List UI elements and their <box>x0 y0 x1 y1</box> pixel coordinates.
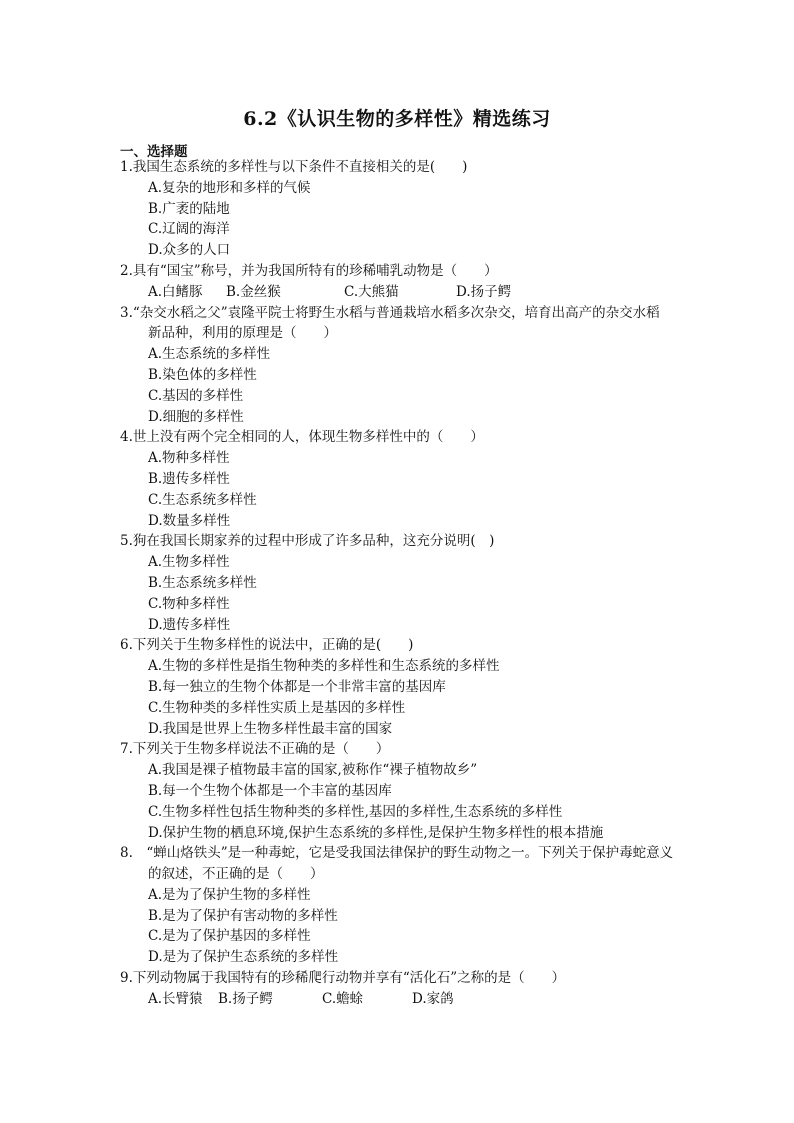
question-8 <box>120 843 710 968</box>
question-stem: 8. “蝉山烙铁头”是一种毒蛇，它是受我国法律保护的野生动物之一。下列关于保护毒蛇意义 <box>120 845 674 862</box>
question-list <box>120 157 710 1010</box>
option-row <box>120 282 710 303</box>
option-c: C.生物种类的多样性实质上是基因的多样性 <box>148 699 406 716</box>
question-7 <box>120 739 710 843</box>
option-b: B.扬子鳄 <box>218 990 273 1007</box>
option-d: D.我国是世界上生物多样性最丰富的国家 <box>148 720 393 737</box>
option-c: C.辽阔的海洋 <box>148 221 230 238</box>
option-c: C.大熊猫 <box>344 283 399 300</box>
question-stem: 2.具有“国宝”称号，并为我国所特有的珍稀哺乳动物是（ ） <box>120 262 498 279</box>
option-d: D.遗传多样性 <box>148 616 231 633</box>
question-stem: 5.狗在我国长期家养的过程中形成了许多品种，这充分说明( ) <box>120 533 495 550</box>
section-heading: 一、选择题 <box>120 144 188 160</box>
option-a: A.生物的多样性是指生物种类的多样性和生态系统的多样性 <box>148 658 500 675</box>
option-c: C.是为了保护基因的多样性 <box>148 928 311 945</box>
option-b: B.染色体的多样性 <box>148 366 257 383</box>
option-b: B.生态系统多样性 <box>148 574 257 591</box>
option-d: D.家鸽 <box>412 990 454 1007</box>
option-c: C.物种多样性 <box>148 595 230 612</box>
question-stem: 3.“杂交水稻之父”袁隆平院士将野生水稻与普通栽培水稻多次杂交，培育出高产的杂交水稻 <box>120 304 660 321</box>
option-row <box>120 989 710 1010</box>
option-d: D.是为了保护生态系统的多样性 <box>148 949 339 966</box>
option-c: C.生物多样性包括生物种类的多样性,基因的多样性,生态系统的多样性 <box>148 803 563 820</box>
question-3 <box>120 303 710 428</box>
option-c: C.基因的多样性 <box>148 387 244 404</box>
option-b: B.每一个生物个体都是一个丰富的基因库 <box>148 782 392 799</box>
option-a: A.长臂猿 <box>148 990 203 1007</box>
option-b: B.是为了保护有害动物的多样性 <box>148 907 338 924</box>
option-a: A.我国是裸子植物最丰富的国家,被称作“裸子植物故乡” <box>148 762 478 779</box>
question-2 <box>120 261 710 303</box>
question-stem: 4.世上没有两个完全相同的人，体现生物多样性中的（ ） <box>120 429 484 446</box>
option-d: D.数量多样性 <box>148 512 231 529</box>
question-stem: 6.下列关于生物多样性的说法中，正确的是( ) <box>120 637 414 654</box>
question-stem-continued: 的叙述，不正确的是（ ） <box>148 866 324 883</box>
option-d: D.保护生物的栖息环境,保护生态系统的多样性,是保护生物多样性的根本措施 <box>148 824 604 841</box>
page-title: 6.2《认识生物的多样性》精选练习 <box>243 108 551 130</box>
question-stem-continued: 新品种，利用的原理是（ ） <box>148 325 337 342</box>
question-6 <box>120 635 710 739</box>
question-1 <box>120 157 710 261</box>
option-a: A.生物多样性 <box>148 554 230 571</box>
question-9 <box>120 968 710 1010</box>
option-a: A.物种多样性 <box>148 450 230 467</box>
option-a: A.是为了保护生物的多样性 <box>148 886 311 903</box>
question-4 <box>120 427 710 531</box>
option-c: C.生态系统多样性 <box>148 491 257 508</box>
option-b: B.广袤的陆地 <box>148 200 230 217</box>
question-5 <box>120 531 710 635</box>
option-c: C.蟾蜍 <box>322 990 364 1007</box>
option-b: B.金丝猴 <box>226 283 281 300</box>
option-a: A.白鳍豚 <box>148 283 203 300</box>
option-d: D.细胞的多样性 <box>148 408 244 425</box>
option-d: D.扬子鳄 <box>456 283 512 300</box>
option-a: A.生态系统的多样性 <box>148 346 271 363</box>
option-a: A.复杂的地形和多样的气候 <box>148 179 311 196</box>
option-b: B.每一独立的生物个体都是一个非常丰富的基因库 <box>148 678 446 695</box>
question-stem: 9.下列动物属于我国特有的珍稀爬行动物并享有“活化石”之称的是（ ） <box>120 970 566 987</box>
question-stem: 1.我国生态系统的多样性与以下条件不直接相关的是( ) <box>120 159 468 175</box>
option-b: B.遗传多样性 <box>148 470 230 487</box>
question-stem: 7.下列关于生物多样说法不正确的是（ ） <box>120 741 390 758</box>
option-d: D.众多的人口 <box>148 242 231 259</box>
